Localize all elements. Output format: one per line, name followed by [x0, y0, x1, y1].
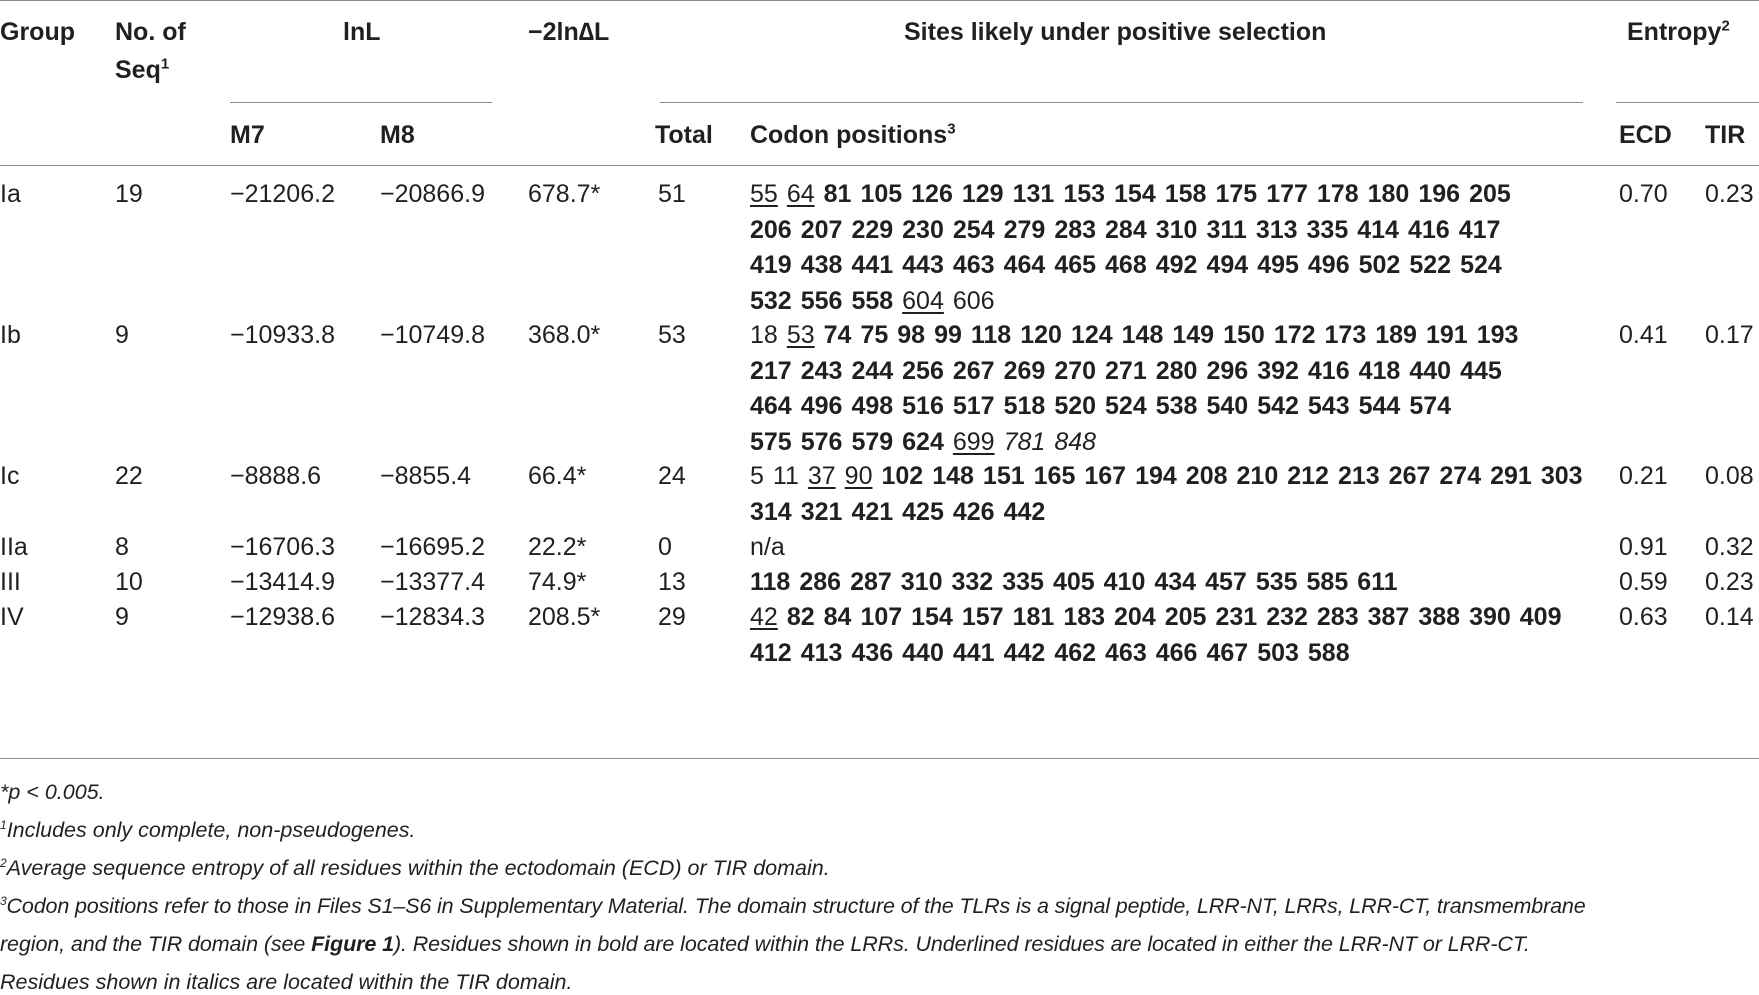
footnote-significance: *p < 0.005. — [0, 780, 105, 804]
codon-lrr: 81 — [823, 180, 852, 208]
codon-lrr: 426 — [952, 497, 995, 526]
codon-lrr: 544 — [1358, 392, 1401, 420]
codon-tir: 781 — [1003, 427, 1046, 456]
codon-lrr: 244 — [851, 356, 894, 385]
header-lnl: lnL — [343, 18, 381, 46]
row-m8-lnl: −12834.3 — [380, 603, 485, 631]
codon-lrr: 492 — [1155, 251, 1198, 279]
codon-lrr: 538 — [1155, 392, 1198, 420]
codon-lrr: 232 — [1266, 603, 1308, 631]
codon-lrr: 270 — [1054, 356, 1097, 385]
codon-lrr: 183 — [1063, 603, 1106, 631]
codon-positions-line — [750, 216, 1509, 245]
header-m8: M8 — [380, 121, 415, 149]
row-group: III — [0, 568, 21, 596]
codon-lrr: 178 — [1316, 180, 1359, 208]
codon-lrr: 177 — [1266, 180, 1308, 208]
codon-lrr: 269 — [1003, 356, 1046, 385]
row-entropy-tir: 0.32 — [1705, 533, 1754, 561]
row-delta-lnl: 368.0* — [528, 321, 601, 349]
codon-lrr: 180 — [1367, 180, 1410, 208]
codon-positions-line — [750, 568, 1407, 597]
header-no-of: No. of — [115, 18, 186, 46]
codon-lrr: 542 — [1257, 392, 1299, 420]
codon-positions-line — [750, 533, 794, 562]
row-entropy-ecd: 0.21 — [1619, 462, 1668, 490]
codon-lrr: 75 — [860, 321, 889, 349]
footnote-2: $^2$Average sequence entropy of all residues within the ectodomain (ECD) or TIR domain. — [0, 855, 830, 880]
codon-lrr: 196 — [1418, 180, 1461, 208]
codon-lrr: 243 — [800, 356, 843, 385]
row-no-of-seq: 9 — [115, 603, 129, 631]
codon-lrr: 279 — [1003, 215, 1046, 244]
codon-lrr: 532 — [750, 286, 792, 315]
row-entropy-tir: 0.08 — [1705, 462, 1754, 490]
codon-lrr: 107 — [860, 603, 903, 631]
codon-lrr: 84 — [823, 603, 852, 631]
codon-positions-line — [750, 321, 1527, 350]
codon-lrr: 102 — [881, 462, 924, 490]
codon-lrr: 517 — [952, 392, 995, 420]
codon-lrr: 425 — [902, 497, 944, 526]
codon-lrr: 311 — [1206, 215, 1247, 244]
codon-lrr: 558 — [851, 286, 894, 315]
codon-lrr: 230 — [902, 215, 944, 244]
codon-lrr: 522 — [1409, 251, 1452, 279]
codon-lrr: 335 — [1002, 568, 1044, 596]
row-total: 13 — [658, 568, 686, 596]
codon-lrr: 210 — [1236, 462, 1279, 490]
codon-lrr-nt-ct: 55 — [750, 180, 778, 208]
codon-lrr: 520 — [1054, 392, 1097, 420]
codon-lrr: 284 — [1105, 215, 1147, 244]
codon-lrr: 173 — [1324, 321, 1367, 349]
codon-lrr-nt-ct: 604 — [902, 286, 944, 315]
codon-lrr: 204 — [1114, 603, 1156, 631]
codon-lrr: 118 — [750, 568, 791, 596]
codon-lrr: 434 — [1154, 568, 1197, 596]
codon-lrr: 496 — [1307, 251, 1350, 279]
codon-lrr: 280 — [1155, 356, 1198, 385]
row-delta-lnl: 74.9* — [528, 568, 587, 596]
codon-lrr: 417 — [1458, 215, 1501, 244]
codon-lrr: 442 — [1003, 638, 1046, 667]
codon-lrr: 131 — [1012, 180, 1055, 208]
codon-lrr: 148 — [932, 462, 974, 490]
codon-lrr: 149 — [1172, 321, 1215, 349]
codon-tir: 848 — [1054, 427, 1097, 456]
row-total: 0 — [658, 533, 672, 561]
header-bottom-rule — [0, 165, 1759, 166]
row-group: Ia — [0, 180, 21, 208]
codon-lrr: 207 — [800, 215, 843, 244]
codon-lrr: 310 — [1155, 215, 1198, 244]
codon-lrr: 254 — [952, 215, 995, 244]
row-group: Ib — [0, 321, 21, 349]
header-total: Total — [655, 121, 713, 149]
codon-lrr: 105 — [860, 180, 903, 208]
row-group: IIa — [0, 533, 28, 561]
row-m7-lnl: −8888.6 — [230, 462, 322, 490]
codon-lrr: 217 — [750, 356, 792, 385]
codon-lrr: 392 — [1257, 356, 1299, 385]
header-ecd: ECD — [1619, 121, 1672, 149]
codon-lrr: 585 — [1306, 568, 1349, 596]
row-entropy-ecd: 0.70 — [1619, 180, 1668, 208]
codon-lrr: 441 — [851, 251, 894, 279]
codon-lrr: 502 — [1358, 251, 1401, 279]
header-tir: TIR — [1705, 121, 1746, 149]
codon-lrr: 436 — [851, 638, 894, 667]
codon-lrr: 205 — [1164, 603, 1207, 631]
codon-lrr: 157 — [961, 603, 1004, 631]
codon-lrr: 405 — [1052, 568, 1095, 596]
codon-lrr: 153 — [1063, 180, 1106, 208]
row-m7-lnl: −10933.8 — [230, 321, 335, 349]
row-m7-lnl: −12938.6 — [230, 603, 335, 631]
codon-lrr: 267 — [952, 356, 995, 385]
codon-positions-line — [750, 251, 1511, 280]
footnote-3-line-1: $^3$Codon positions refer to those in Files S1–S6 in Supplementary Material. The domain structure of the TLRs is a signal peptide, LRR-NT, LRRs, LRR-CT, transmembrane — [0, 893, 1586, 918]
row-entropy-ecd: 0.63 — [1619, 603, 1668, 631]
codon-lrr: 416 — [1407, 215, 1450, 244]
codon-lrr-nt-ct: 53 — [786, 321, 815, 349]
codon-lrr: 313 — [1255, 215, 1298, 244]
codon-lrr: 256 — [902, 356, 944, 385]
row-m8-lnl: −13377.4 — [380, 568, 485, 596]
codon-lrr: 390 — [1469, 603, 1511, 631]
codon-lrr: 167 — [1084, 462, 1127, 490]
codon-lrr-nt-ct: 90 — [844, 462, 873, 490]
codon-lrr: 524 — [1105, 392, 1147, 420]
row-entropy-ecd: 0.41 — [1619, 321, 1668, 349]
row-no-of-seq: 19 — [115, 180, 143, 208]
codon-positions-line — [750, 603, 1571, 632]
codon-lrr: 267 — [1388, 462, 1431, 490]
codon-lrr: 205 — [1469, 180, 1511, 208]
codon-positions-line — [750, 462, 1592, 491]
footnote-3-line-3: Residues shown in italics are located within the TIR domain. — [0, 970, 573, 994]
codon-lrr: 467 — [1206, 638, 1249, 667]
codon-lrr: 463 — [952, 251, 995, 279]
row-group: Ic — [0, 462, 20, 490]
codon-lrr: 576 — [800, 427, 843, 456]
codon-positions-line — [750, 498, 1054, 527]
codon-positions-line — [750, 639, 1359, 668]
codon-lrr: 414 — [1357, 215, 1399, 244]
codon-lrr: 151 — [982, 462, 1025, 490]
codon-lrr: 287 — [850, 568, 892, 596]
codon-lrr: 494 — [1206, 251, 1249, 279]
row-total: 51 — [658, 180, 686, 208]
codon-lrr: 457 — [1205, 568, 1247, 596]
row-no-of-seq: 10 — [115, 568, 143, 596]
header-m7: M7 — [230, 121, 265, 149]
codon-lrr: 74 — [823, 321, 852, 349]
codon-lrr-nt-ct: 699 — [952, 427, 995, 456]
codon-lrr: 387 — [1367, 603, 1410, 631]
codon-lrr: 283 — [1316, 603, 1359, 631]
codon-lrr: 191 — [1425, 321, 1468, 349]
codon-lrr: 303 — [1540, 462, 1583, 490]
codon-lrr: 535 — [1255, 568, 1298, 596]
codon-lrr: 409 — [1519, 603, 1562, 631]
codon-lrr: 463 — [1105, 638, 1147, 667]
codon-lrr: 175 — [1215, 180, 1258, 208]
row-delta-lnl: 22.2* — [528, 533, 587, 561]
codon-lrr: 229 — [851, 215, 894, 244]
codon-other: 606 — [952, 286, 995, 315]
row-m7-lnl: −13414.9 — [230, 568, 335, 596]
codon-lrr: 314 — [750, 497, 792, 526]
codon-lrr: 496 — [800, 392, 843, 420]
codon-lrr: 335 — [1306, 215, 1349, 244]
codon-lrr: 194 — [1135, 462, 1177, 490]
codon-lrr: 418 — [1358, 356, 1401, 385]
codon-lrr: 193 — [1476, 321, 1519, 349]
header-entropy: Entropy$^2$ — [1627, 17, 1730, 46]
codon-lrr: 118 — [970, 321, 1012, 349]
codon-lrr: 464 — [750, 392, 792, 420]
codon-lrr: 332 — [951, 568, 994, 596]
row-m7-lnl: −21206.2 — [230, 180, 335, 208]
codon-lrr: 412 — [750, 638, 792, 667]
codon-lrr-nt-ct: 42 — [750, 603, 778, 631]
row-entropy-tir: 0.23 — [1705, 180, 1754, 208]
codon-lrr: 99 — [934, 321, 962, 349]
codon-lrr: 154 — [911, 603, 953, 631]
codon-lrr: 442 — [1003, 497, 1046, 526]
row-delta-lnl: 208.5* — [528, 603, 601, 631]
header-sites: Sites likely under positive selection — [904, 18, 1327, 46]
codon-lrr: 310 — [900, 568, 943, 596]
codon-lrr: 465 — [1054, 251, 1097, 279]
codon-lrr: 588 — [1307, 638, 1350, 667]
codon-lrr: 419 — [750, 251, 792, 279]
codon-positions-line — [750, 392, 1460, 421]
header-seq: Seq$^1$ — [115, 55, 170, 84]
codon-lrr: 445 — [1460, 356, 1502, 385]
row-entropy-tir: 0.14 — [1705, 603, 1754, 631]
codon-other: 18 — [750, 321, 778, 349]
codon-lrr: 540 — [1206, 392, 1249, 420]
codon-lrr: 438 — [800, 251, 843, 279]
codon-lrr: 154 — [1114, 180, 1156, 208]
codon-lrr: 518 — [1003, 392, 1046, 420]
figure-1-reference[interactable]: Figure 1 — [311, 932, 394, 956]
codon-lrr: 416 — [1307, 356, 1350, 385]
codon-lrr: 503 — [1257, 638, 1299, 667]
codon-lrr: 498 — [851, 392, 894, 420]
codon-lrr: 286 — [799, 568, 842, 596]
codon-lrr: 574 — [1409, 392, 1452, 420]
codon-lrr: 516 — [902, 392, 944, 420]
codon-lrr: 495 — [1257, 251, 1299, 279]
codon-positions-line — [750, 287, 1004, 316]
codon-lrr-nt-ct: 64 — [786, 180, 815, 208]
codon-lrr: 440 — [902, 638, 944, 667]
codon-lrr-nt-ct: 37 — [807, 462, 836, 490]
codon-lrr: 120 — [1020, 321, 1062, 349]
codon-other: 5 — [750, 462, 764, 490]
codon-lrr: 466 — [1155, 638, 1198, 667]
codon-other: n/a — [750, 533, 785, 561]
codon-lrr: 413 — [800, 638, 843, 667]
row-total: 53 — [658, 321, 686, 349]
codon-lrr: 441 — [952, 638, 995, 667]
codon-lrr: 524 — [1460, 251, 1502, 279]
row-m8-lnl: −20866.9 — [380, 180, 485, 208]
row-entropy-tir: 0.23 — [1705, 568, 1754, 596]
row-delta-lnl: 66.4* — [528, 462, 587, 490]
codon-lrr: 321 — [800, 497, 843, 526]
row-no-of-seq: 8 — [115, 533, 129, 561]
row-m8-lnl: −10749.8 — [380, 321, 485, 349]
codon-lrr: 611 — [1357, 568, 1398, 596]
sites-underline — [660, 102, 1583, 103]
codon-lrr: 206 — [750, 215, 792, 244]
row-no-of-seq: 9 — [115, 321, 129, 349]
codon-lrr: 150 — [1223, 321, 1265, 349]
codon-lrr: 624 — [902, 427, 944, 456]
codon-lrr: 440 — [1409, 356, 1452, 385]
row-no-of-seq: 22 — [115, 462, 143, 490]
row-delta-lnl: 678.7* — [528, 180, 601, 208]
codon-lrr: 82 — [786, 603, 815, 631]
codon-lrr: 124 — [1070, 321, 1113, 349]
header-codon-positions: Codon positions$^3$ — [750, 120, 956, 149]
codon-positions-line — [750, 357, 1511, 386]
codon-positions-line — [750, 180, 1520, 209]
codon-lrr: 172 — [1273, 321, 1316, 349]
codon-lrr: 443 — [902, 251, 944, 279]
codon-lrr: 462 — [1054, 638, 1097, 667]
entropy-underline — [1616, 102, 1759, 103]
footnote-3-line-2: region, and the TIR domain (see Figure 1). Residues shown in bold are located within the LRRs. Underlined residues are located in either the LRR-NT or LRR-CT. — [0, 932, 1530, 956]
table-bottom-rule — [0, 758, 1759, 759]
codon-lrr: 208 — [1185, 462, 1228, 490]
row-entropy-ecd: 0.59 — [1619, 568, 1668, 596]
codon-lrr: 274 — [1439, 462, 1482, 490]
row-m7-lnl: −16706.3 — [230, 533, 335, 561]
codon-lrr: 464 — [1003, 251, 1046, 279]
codon-lrr: 212 — [1287, 462, 1329, 490]
codon-positions-line — [750, 428, 1105, 457]
codon-lrr: 291 — [1490, 462, 1532, 490]
row-m8-lnl: −8855.4 — [380, 462, 472, 490]
codon-lrr: 98 — [897, 321, 926, 349]
codon-lrr: 213 — [1337, 462, 1380, 490]
footnote-1: $^1$Includes only complete, non-pseudogenes. — [0, 817, 416, 842]
lnl-underline — [230, 102, 492, 103]
codon-lrr: 158 — [1164, 180, 1207, 208]
row-m8-lnl: −16695.2 — [380, 533, 485, 561]
top-rule — [0, 0, 1759, 1]
row-entropy-tir: 0.17 — [1705, 321, 1754, 349]
row-total: 29 — [658, 603, 686, 631]
codon-lrr: 410 — [1103, 568, 1146, 596]
codon-lrr: 468 — [1105, 251, 1147, 279]
codon-lrr: 129 — [961, 180, 1004, 208]
codon-lrr: 296 — [1206, 356, 1249, 385]
codon-lrr: 556 — [800, 286, 843, 315]
codon-lrr: 579 — [851, 427, 894, 456]
row-entropy-ecd: 0.91 — [1619, 533, 1668, 561]
codon-lrr: 421 — [851, 497, 894, 526]
codon-lrr: 231 — [1215, 603, 1258, 631]
codon-other: 11 — [772, 462, 799, 490]
row-group: IV — [0, 603, 24, 631]
codon-lrr: 181 — [1012, 603, 1055, 631]
header-delta-lnl: −2ln∆L — [528, 18, 610, 46]
codon-lrr: 126 — [911, 180, 953, 208]
header-group: Group — [0, 18, 75, 46]
codon-lrr: 148 — [1121, 321, 1164, 349]
codon-lrr: 283 — [1054, 215, 1097, 244]
codon-lrr: 165 — [1033, 462, 1076, 490]
codon-lrr: 575 — [750, 427, 792, 456]
codon-lrr: 388 — [1418, 603, 1461, 631]
codon-lrr: 543 — [1307, 392, 1350, 420]
codon-lrr: 271 — [1105, 356, 1147, 385]
codon-lrr: 189 — [1375, 321, 1417, 349]
row-total: 24 — [658, 462, 686, 490]
